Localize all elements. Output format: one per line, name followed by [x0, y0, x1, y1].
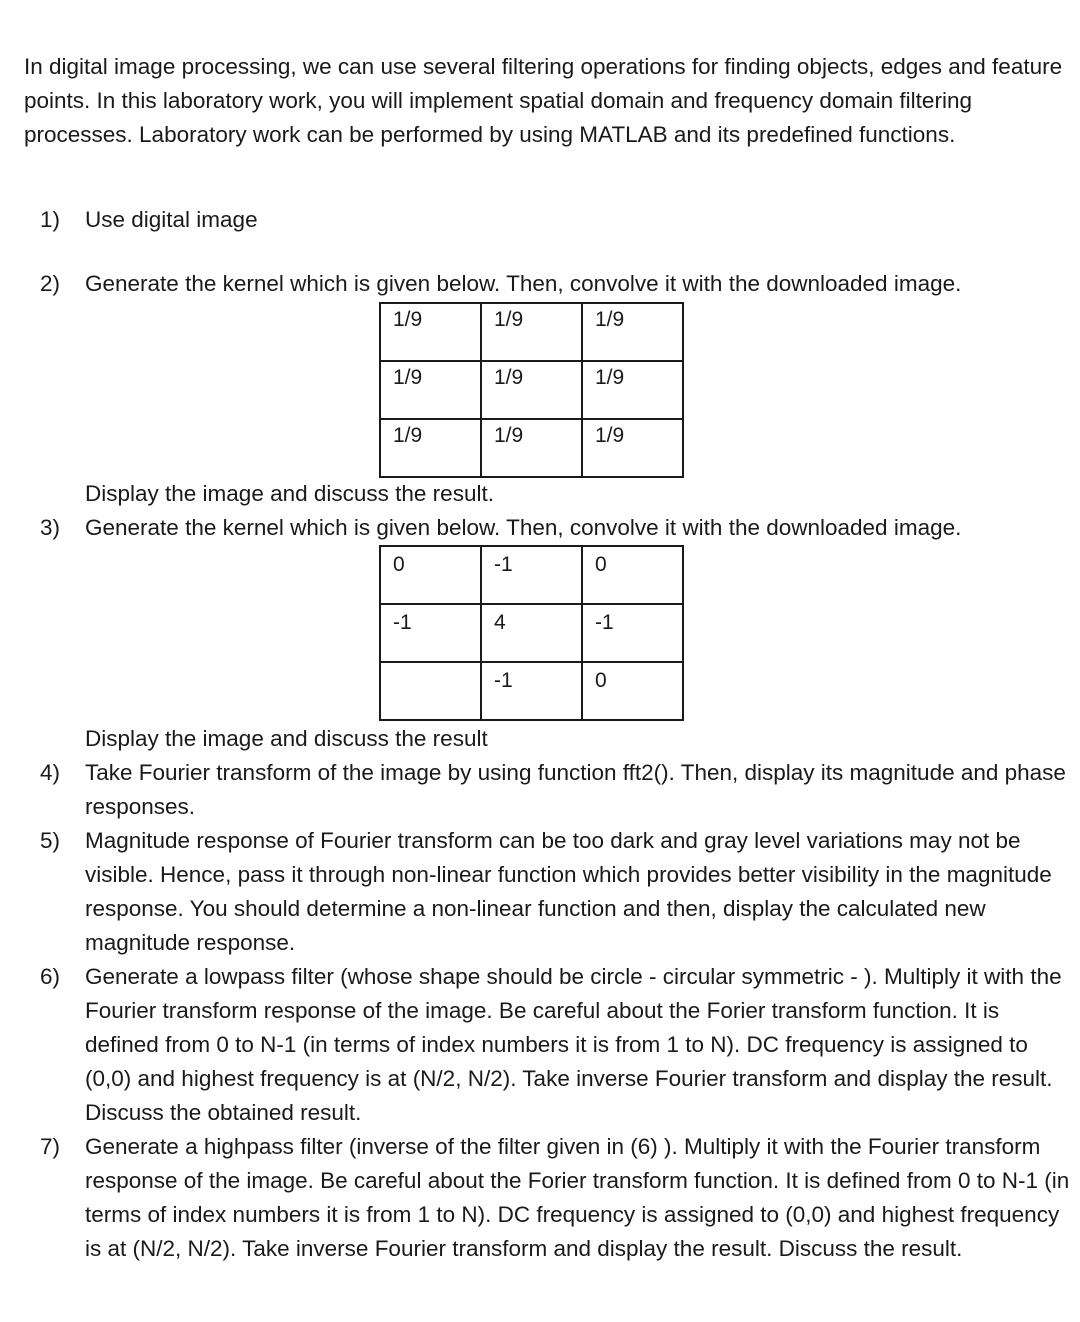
kernel-cell: 0: [380, 546, 481, 604]
kernel-cell: 1/9: [481, 361, 582, 419]
item-number: 5): [40, 828, 61, 853]
kernel-cell: 1/9: [582, 361, 683, 419]
item-text: Use digital image: [85, 207, 258, 232]
table-row: [380, 604, 683, 662]
item-text: Take Fourier transform of the image by using function fft2(). Then, display its magnitude and phase responses.: [85, 760, 1066, 819]
kernel-cell: 0: [582, 546, 683, 604]
kernel-cell: 1/9: [380, 419, 481, 477]
kernel-cell: 1/9: [481, 419, 582, 477]
item-followup-text: Display the image and discuss the result.: [85, 481, 494, 506]
kernel-cell: -1: [380, 604, 481, 662]
item-text: Generate a highpass filter (inverse of the filter given in (6) ). Multiply it with the Fourier transform response of the image. Be careful about the Forier transform function. It is defined from 0 to N-1 (in terms of index numbers it is from 1 to N). DC frequency is assigned to (0,0) and highest frequency is at (N/2, N/2). Take inverse Fourier transform and display the result. Discuss the result.: [85, 1134, 1070, 1261]
kernel-cell: [380, 662, 481, 720]
kernel-cell: -1: [481, 662, 582, 720]
table-row: [380, 419, 683, 477]
item-number: 6): [40, 964, 61, 989]
kernel-cell: 4: [481, 604, 582, 662]
kernel-cell: 1/9: [380, 361, 481, 419]
table-row: [380, 546, 683, 604]
table-row: [380, 361, 683, 419]
kernel-cell: -1: [582, 604, 683, 662]
item-number: 7): [40, 1134, 61, 1159]
item-text: Generate the kernel which is given below. Then, convolve it with the downloaded image.: [85, 271, 962, 296]
table-row: [380, 662, 683, 720]
kernel-laplacian-table: [379, 545, 684, 721]
item-text: Magnitude response of Fourier transform can be too dark and gray level variations may not be visible. Hence, pass it through non-linear function which provides better visibility in the magnitude response. You should determine a non-linear function and then, display the calculated new magnitude response.: [85, 828, 1052, 955]
item-number: 3): [40, 515, 61, 540]
item-number: 1): [40, 207, 61, 232]
item-text: Generate a lowpass filter (whose shape should be circle - circular symmetric - ). Multiply it with the Fourier transform response of the image. Be careful about the Forier transform function. It is defined from 0 to N-1 (in terms of index numbers it is from 1 to N). DC frequency is assigned to (0,0) and highest frequency is at (N/2, N/2). Take inverse Fourier transform and display the result. Discuss the obtained result.: [85, 964, 1062, 1125]
item-followup-text: Display the image and discuss the result: [85, 726, 488, 751]
item-text: Generate the kernel which is given below. Then, convolve it with the downloaded image.: [85, 515, 962, 540]
kernel-cell: 1/9: [582, 303, 683, 361]
intro-paragraph: In digital image processing, we can use several filtering operations for finding objects, edges and feature points. In this laboratory work, you will implement spatial domain and frequency domain filtering processes. Laboratory work can be performed by using MATLAB and its predefined functions.: [24, 54, 1063, 147]
item-number: 4): [40, 760, 61, 785]
kernel-cell: 1/9: [582, 419, 683, 477]
kernel-averaging-table: [379, 302, 684, 478]
kernel-cell: 1/9: [481, 303, 582, 361]
item-number: 2): [40, 271, 61, 296]
kernel-cell: 1/9: [380, 303, 481, 361]
kernel-cell: 0: [582, 662, 683, 720]
kernel-cell: -1: [481, 546, 582, 604]
table-row: [380, 303, 683, 361]
